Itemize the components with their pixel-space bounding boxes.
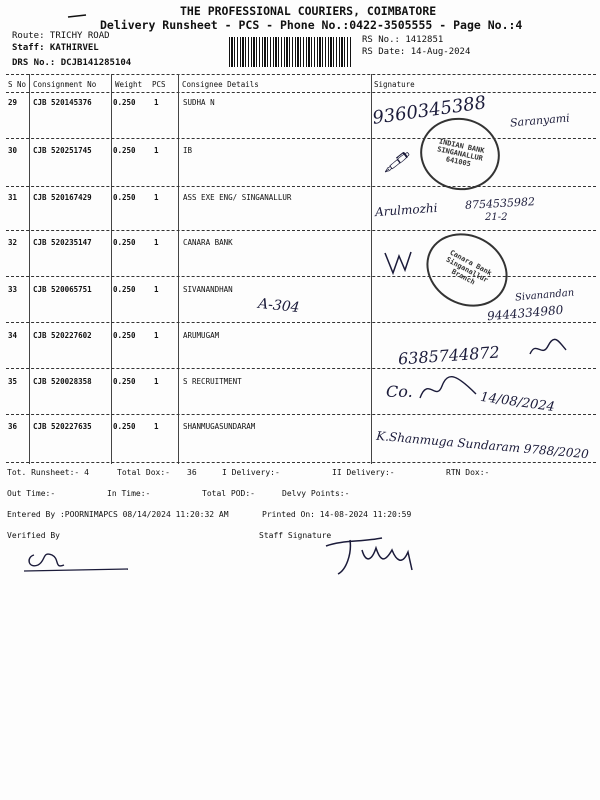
row-divider	[6, 462, 596, 463]
document-title: THE PROFESSIONAL COURIERS, COIMBATORE	[180, 4, 437, 18]
header-divider-bottom	[6, 92, 596, 93]
ii-delivery: II Delivery:-	[332, 468, 395, 477]
handwritten-date: 21-2	[485, 212, 508, 223]
row-consignee: ARUMUGAM	[183, 331, 220, 340]
row-consignee: SUDHA N	[183, 98, 215, 107]
handwritten-signature: Saranyami	[509, 111, 571, 130]
row-pcs: 1	[154, 422, 159, 431]
row-consignment: CJB 520167429	[33, 193, 92, 202]
drs-number: DRS No.: DCJB141285104	[12, 58, 132, 68]
col-separator	[178, 74, 179, 464]
barcode	[229, 37, 351, 67]
row-pcs: 1	[154, 238, 159, 247]
document-subtitle: Delivery Runsheet - PCS - Phone No.:0422-3505555 - Page No.:4	[100, 18, 523, 32]
row-sno: 36	[8, 422, 18, 431]
stamp-text: Canara Bank Singanallur Branch	[444, 248, 494, 287]
row-consignment: CJB 520227602	[33, 331, 92, 340]
row-weight: 0.250	[113, 238, 136, 247]
row-pcs: 1	[154, 377, 159, 386]
col-weight: Weight	[115, 80, 143, 89]
row-consignment: CJB 520235147	[33, 238, 92, 247]
handwritten-note: A-304	[257, 295, 301, 317]
handwritten-signature: Co.	[386, 382, 413, 401]
row-consignee: SHANMUGASUNDARAM	[183, 422, 256, 431]
row-pcs: 1	[154, 98, 159, 107]
col-signature: Signature	[374, 80, 415, 89]
col-separator	[371, 74, 372, 464]
handwritten-phone: 9360345388	[371, 92, 488, 129]
handwritten-signature	[383, 248, 413, 278]
bank-stamp	[413, 219, 520, 320]
col-consignment: Consignment No	[33, 80, 97, 89]
row-divider	[6, 322, 596, 323]
printed-on: Printed On: 14-08-2024 11:20:59	[262, 510, 412, 519]
row-consignment: CJB 520065751	[33, 285, 92, 294]
row-weight: 0.250	[113, 285, 136, 294]
staff-signature	[322, 530, 432, 578]
row-weight: 0.250	[113, 422, 136, 431]
delvy-points: Delvy Points:-	[282, 489, 350, 498]
col-consignee: Consignee Details	[182, 80, 259, 89]
row-divider	[6, 138, 596, 139]
handwritten-date: 14/08/2024	[479, 389, 556, 416]
row-weight: 0.250	[113, 98, 136, 107]
row-sno: 30	[8, 146, 18, 155]
handwritten-signature	[528, 338, 568, 360]
handwritten-signature: Arulmozhi	[374, 200, 438, 220]
handwritten-phone: 8754535982	[464, 195, 536, 212]
staff-label: Staff: KATHIRVEL	[12, 43, 99, 53]
row-consignment: CJB 520251745	[33, 146, 92, 155]
handwritten-signature: K.Shanmuga Sundaram 9788/2020	[375, 428, 590, 462]
rtn-dox: RTN Dox:-	[446, 468, 490, 477]
route-label: Route: TRICHY ROAD	[12, 31, 110, 41]
row-consignee: IB	[183, 146, 193, 155]
handwritten-signature: Sivanandan	[514, 287, 575, 304]
handwritten-signature	[418, 376, 478, 404]
tot-runsheet: Tot. Runsheet:- 4	[7, 468, 89, 477]
row-sno: 35	[8, 377, 18, 386]
out-time: Out Time:-	[7, 489, 56, 498]
row-consignment: CJB 520145376	[33, 98, 92, 107]
i-delivery: I Delivery:-	[222, 468, 280, 477]
row-weight: 0.250	[113, 377, 136, 386]
row-divider	[6, 368, 596, 369]
col-separator	[111, 74, 112, 464]
handwritten-phone: 9444334980	[486, 302, 564, 324]
handwritten-phone: 6385744872	[397, 342, 501, 369]
verified-by: Verified By	[7, 531, 60, 540]
row-sno: 31	[8, 193, 18, 202]
row-sno: 33	[8, 285, 18, 294]
handwritten-signature: 🖋	[383, 150, 409, 174]
pen-mark	[66, 13, 88, 19]
row-consignee: ASS EXE ENG/ SINGANALLUR	[183, 193, 292, 202]
total-dox-label: Total Dox:-	[117, 468, 170, 477]
in-time: In Time:-	[107, 489, 151, 498]
row-sno: 32	[8, 238, 18, 247]
col-sno: S No	[8, 80, 27, 89]
row-pcs: 1	[154, 146, 159, 155]
rs-date: RS Date: 14-Aug-2024	[362, 47, 471, 57]
col-pcs: PCS	[152, 80, 166, 89]
row-pcs: 1	[154, 193, 159, 202]
entered-by: Entered By :POORNIMAPCS 08/14/2024 11:20:32 AM	[7, 510, 229, 519]
row-sno: 29	[8, 98, 18, 107]
row-divider	[6, 230, 596, 231]
row-consignee: S RECRUITMENT	[183, 377, 242, 386]
row-weight: 0.250	[113, 331, 136, 340]
row-consignee: SIVANANDHAN	[183, 285, 233, 294]
total-dox-value: 36	[187, 468, 197, 477]
row-weight: 0.250	[113, 193, 136, 202]
header-divider-top	[6, 74, 596, 75]
verified-signature	[20, 545, 130, 575]
row-pcs: 1	[154, 285, 159, 294]
row-consignee: CANARA BANK	[183, 238, 233, 247]
col-separator	[29, 74, 30, 464]
row-consignment: CJB 520227635	[33, 422, 92, 431]
bank-stamp	[413, 110, 506, 197]
row-divider	[6, 186, 596, 187]
row-consignment: CJB 520028358	[33, 377, 92, 386]
total-pod: Total POD:-	[202, 489, 255, 498]
stamp-text: INDIAN BANK SINGANALLUR 641005	[436, 137, 486, 169]
row-pcs: 1	[154, 331, 159, 340]
rs-number: RS No.: 1412851	[362, 35, 444, 45]
row-sno: 34	[8, 331, 18, 340]
staff-signature-label: Staff Signature	[259, 531, 332, 540]
row-weight: 0.250	[113, 146, 136, 155]
row-divider	[6, 414, 596, 415]
